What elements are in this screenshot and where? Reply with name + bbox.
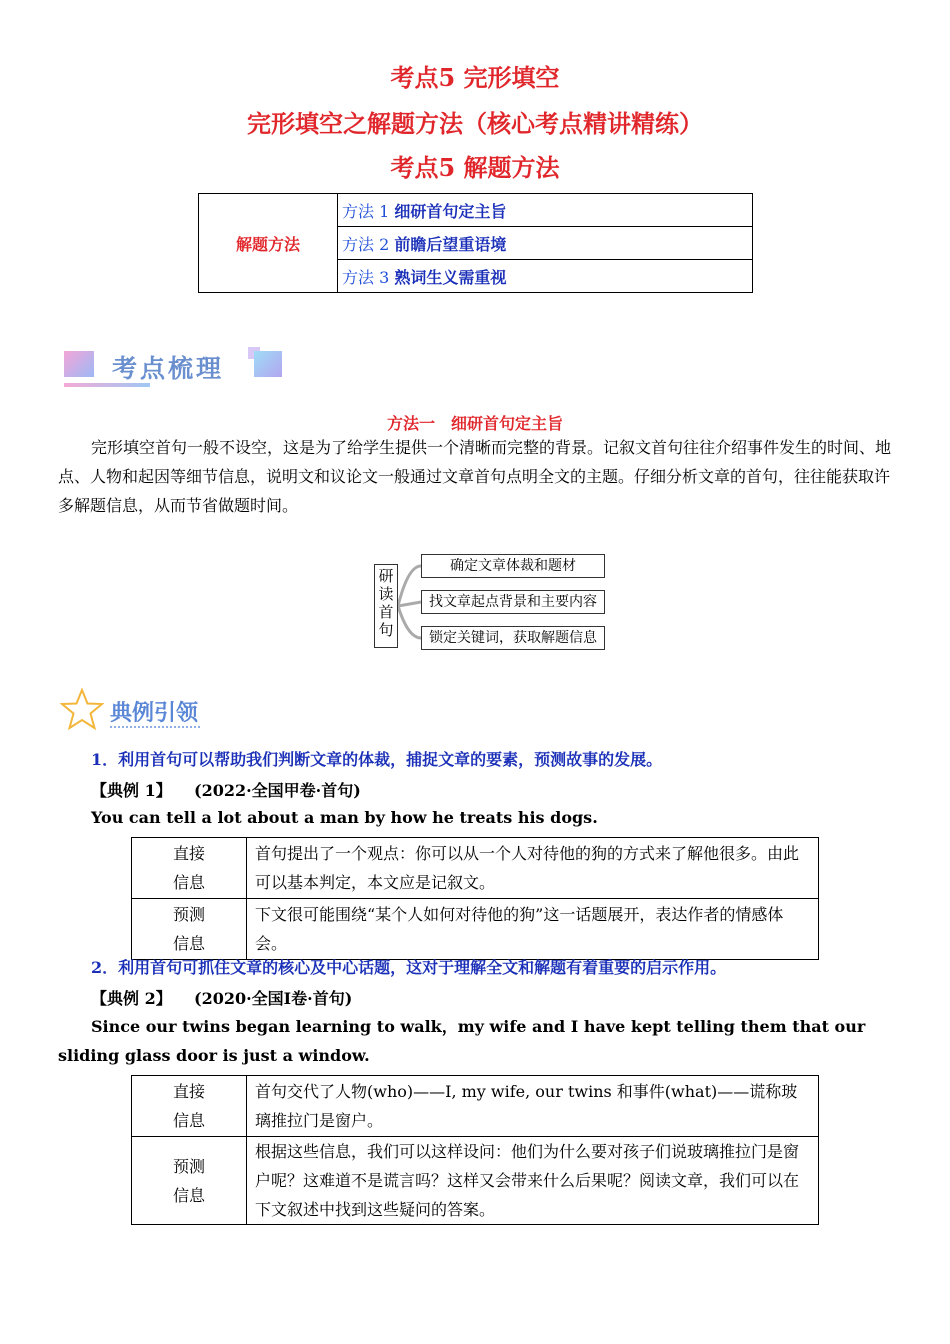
diagram-branch: 锁定关键词，获取解题信息 (421, 626, 605, 650)
point-2: 2．利用首句可抓住文章的核心及中心话题，这对于理解全文和解题有着重要的启示作用。 (91, 958, 727, 977)
point-1: 1．利用首句可以帮助我们判断文章的体裁，捕捉文章的要素，预测故事的发展。 (91, 750, 663, 769)
info-value: 首句提出了一个观点：你可以从一个人对待他的狗的方式来了解他很多。由此可以基本判定，本文应是记叙文。 (247, 838, 819, 899)
example-1-sentence: You can tell a lot about a man by how he treats his dogs. (91, 808, 598, 827)
info-value: 根据这些信息，我们可以这样设问：他们为什么要对孩子们说玻璃推拉门是窗户呢？这难道不是谎言吗？这样又会带来什么后果呢？阅读文章，我们可以在下文叙述中找到这些疑问的答案。 (247, 1137, 819, 1225)
method-row (338, 194, 753, 227)
examples-header (58, 686, 218, 732)
info-value: 下文很可能围绕“某个人如何对待他的狗”这一话题展开，表达作者的情感体会。 (247, 899, 819, 960)
section-title: 考点5 解题方法 (390, 153, 560, 182)
method-name: 细研首句定主旨 (394, 201, 507, 221)
section-banner (64, 347, 284, 391)
info-key: 预测 信息 (132, 899, 247, 960)
methods-table (198, 193, 753, 293)
diagram-branch: 确定文章体裁和题材 (421, 554, 605, 578)
reading-diagram (374, 554, 610, 654)
method-row (338, 260, 753, 293)
diagram-connector (398, 554, 422, 654)
example-label: 【典例 2】 (91, 989, 172, 1008)
info-key: 预测 信息 (132, 1137, 247, 1225)
method-prefix: 方法 2 (342, 234, 395, 254)
example-source: (2020·全国Ⅰ卷·首句) (194, 989, 353, 1008)
decorative-block-icon (254, 351, 282, 377)
info-value: 首句交代了人物(who)——I, my wife, our twins 和事件(what)——谎称玻璃推拉门是窗户。 (247, 1076, 819, 1137)
example-1-label (91, 778, 361, 801)
methods-label: 解题方法 (199, 194, 338, 293)
banner-title: 考点梳理 (112, 354, 225, 383)
method-name: 前瞻后望重语境 (394, 234, 507, 254)
method-name: 熟词生义需重视 (394, 267, 507, 287)
method1-heading: 方法一 细研首句定主旨 (386, 414, 563, 433)
diagram-branch: 找文章起点背景和主要内容 (421, 590, 605, 614)
example-2-table (131, 1075, 819, 1225)
example-label: 【典例 1】 (91, 781, 172, 800)
method-row (338, 227, 753, 260)
doc-title: 考点5 完形填空 (390, 63, 560, 92)
examples-underline (110, 726, 200, 728)
decorative-block-icon (64, 351, 94, 377)
method1-paragraph: 完形填空首句一般不设空，这是为了给学生提供一个清晰而完整的背景。记叙文首句往往介绍事件发生的时间、地点、人物和起因等细节信息，说明文和议论文一般通过文章首句点明全文的主题。仔细分析文章的首句，往往能获取许多解题信息，从而节省做题时间。 (58, 438, 892, 515)
method-prefix: 方法 1 (342, 201, 395, 221)
star-icon (60, 688, 104, 730)
examples-title: 典例引领 (110, 701, 199, 726)
method-prefix: 方法 3 (342, 267, 395, 287)
diagram-root: 研读首句 (374, 564, 398, 648)
example-source: (2022·全国甲卷·首句) (194, 781, 361, 800)
example-2-label (91, 986, 352, 1009)
info-key: 直接 信息 (132, 838, 247, 899)
doc-subtitle: 完形填空之解题方法（核心考点精讲精练） (247, 109, 703, 138)
example-2-sentence: Since our twins began learning to walk，my wife and I have kept telling them that our sliding glass door is just a window. (58, 1017, 866, 1065)
example-1-table (131, 837, 819, 960)
info-key: 直接 信息 (132, 1076, 247, 1137)
